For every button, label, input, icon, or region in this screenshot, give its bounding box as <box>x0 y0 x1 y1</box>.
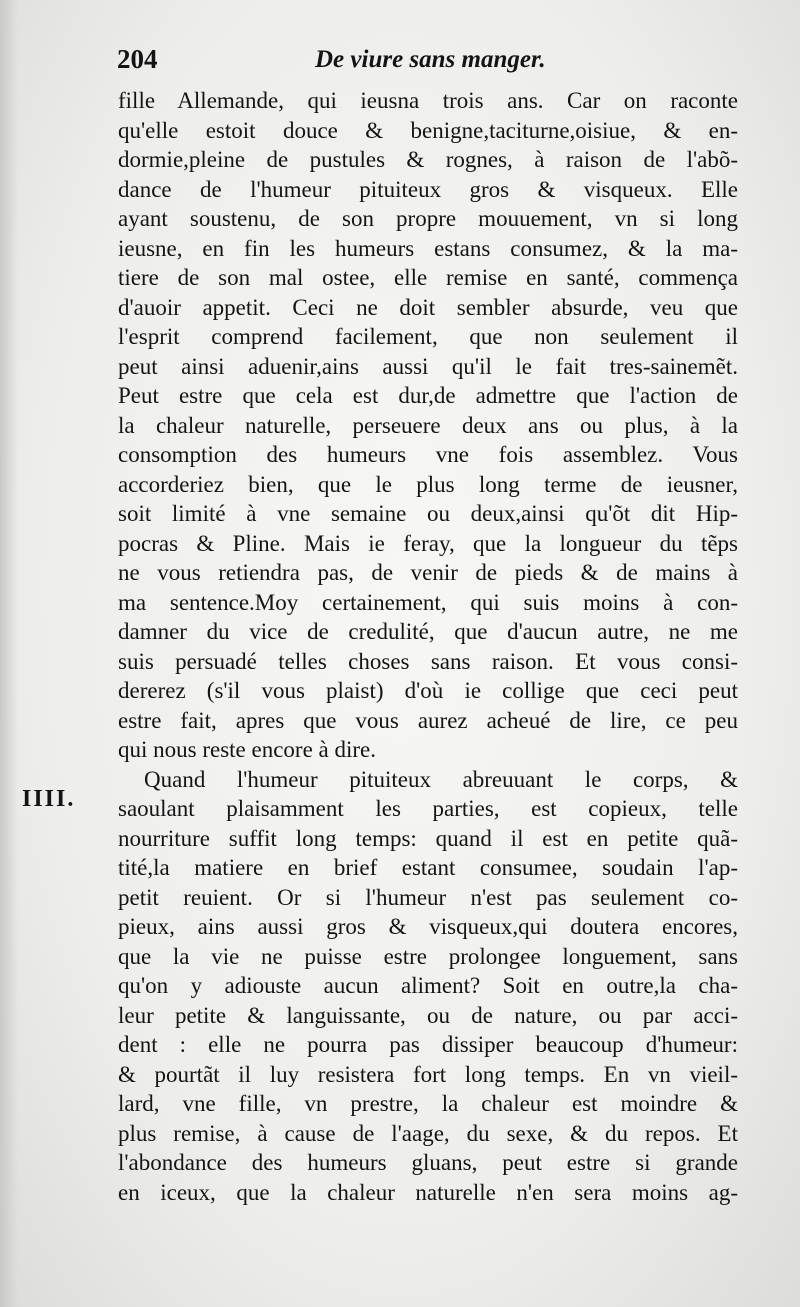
text-line: consomption des humeurs vne fois assemblez. Vous <box>118 442 738 467</box>
text-line: accorderiez bien, que le plus long terme de ieusner, <box>118 471 738 497</box>
text-line: tité,la matiere en brief estant consumee, soudain l'ap- <box>118 855 738 880</box>
text-line: nourriture suffit long temps: quand il est en petite quã- <box>118 825 738 851</box>
paragraph-end-line: qui nous reste encore à dire. <box>118 737 377 762</box>
gutter-shadow <box>0 0 18 1307</box>
text-line: en iceux, que la chaleur naturelle n'en sera moins ag- <box>118 1179 738 1205</box>
page-number: 204 <box>117 44 158 74</box>
text-line: plus remise, à cause de l'aage, du sexe, & du repos. Et <box>118 1120 738 1146</box>
text-line: petit reuient. Or si l'humeur n'est pas seulement co- <box>118 884 738 910</box>
text-line: la chaleur naturelle, perseuere deux ans ou plus, à la <box>118 412 738 438</box>
text-line: dent : elle ne pourra pas dissiper beaucoup d'humeur: <box>118 1032 738 1057</box>
text-line: & pourtãt il luy resistera fort long temps. En vn vieil- <box>118 1061 738 1087</box>
text-line: l'esprit comprend facilement, que non seulement il <box>118 324 738 349</box>
text-line: dance de l'humeur pituiteux gros & visqueux. Elle <box>118 176 738 202</box>
text-line: l'abondance des humeurs gluans, peut estre si grande <box>118 1150 738 1175</box>
text-line: qu'on y adiouste aucun aliment? Soit en outre,la cha- <box>118 973 738 998</box>
text-line: peut ainsi aduenir,ains aussi qu'il le fait tres-sainemẽt. <box>118 353 738 379</box>
text-line: estre fait, apres que vous aurez acheué de lire, ce peu <box>118 707 738 733</box>
text-line: ieusne, en fin les humeurs estans consumez, & la ma- <box>118 235 738 261</box>
section-marker: IIII. <box>22 786 76 812</box>
text-line: ma sentence.Moy certainement, qui suis moins à con- <box>118 589 738 615</box>
text-line: leur petite & languissante, ou de nature, ou par acci- <box>118 1002 738 1028</box>
text-line: saoulant plaisamment les parties, est copieux, telle <box>118 796 738 821</box>
text-line: tiere de son mal ostee, elle remise en santé, commença <box>118 265 738 290</box>
text-line: Peut estre que cela est dur,de admettre que l'action de <box>118 383 738 408</box>
text-line: dormie,pleine de pustules & rognes, à raison de l'abõ- <box>118 147 738 172</box>
text-line: que la vie ne puisse estre prolongee longuement, sans <box>118 943 738 969</box>
body-text <box>118 86 738 1207</box>
page-header <box>115 42 685 82</box>
paragraph-start-line: Quand l'humeur pituiteux abreuuant le corps, & <box>144 766 738 792</box>
text-line: dererez (s'il vous plaist) d'où ie collige que ceci peut <box>118 678 738 703</box>
text-line: ne vous retiendra pas, de venir de pieds & de mains à <box>118 560 738 585</box>
text-line: fille Allemande, qui ieusna trois ans. Car on raconte <box>118 88 738 113</box>
text-line: soit limité à vne semaine ou deux,ainsi qu'õt dit Hip- <box>118 501 738 526</box>
text-line: suis persuadé telles choses sans raison. Et vous consi- <box>118 648 738 674</box>
running-title: De viure sans manger. <box>315 46 546 73</box>
text-line: lard, vne fille, vn prestre, la chaleur est moindre & <box>118 1091 738 1116</box>
text-line: ayant soustenu, de son propre mouuement, vn si long <box>118 206 738 231</box>
text-line: damner du vice de credulité, que d'aucun autre, ne me <box>118 619 738 644</box>
text-line: pieux, ains aussi gros & visqueux,qui doutera encores, <box>118 914 738 939</box>
text-line: d'auoir appetit. Ceci ne doit sembler absurde, veu que <box>118 294 738 320</box>
text-line: pocras & Pline. Mais ie feray, que la longueur du tẽps <box>118 530 738 556</box>
text-line: qu'elle estoit douce & benigne,taciturne,oisiue, & en- <box>118 117 738 143</box>
